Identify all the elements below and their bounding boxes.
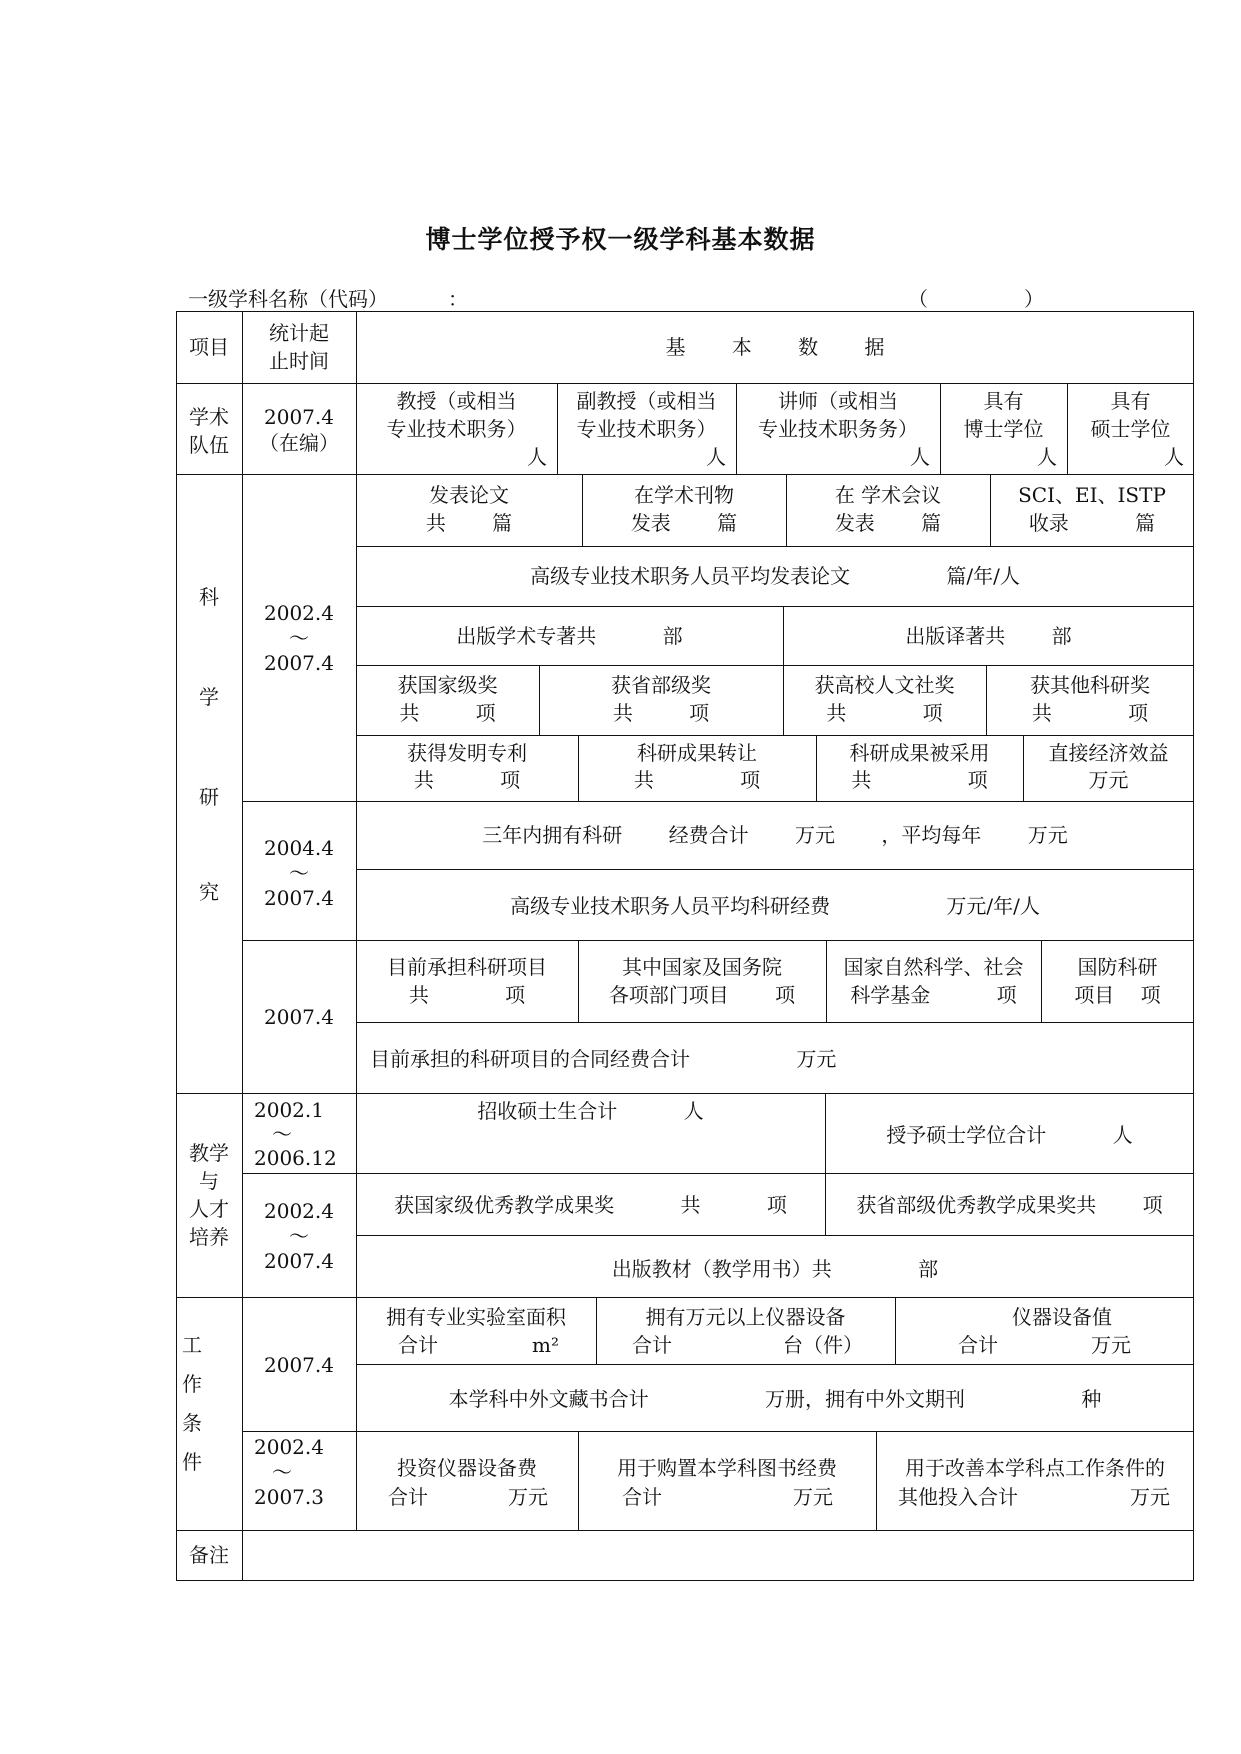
conditions-label-3: 条	[182, 1411, 202, 1435]
research-label-4: 究	[199, 880, 219, 904]
professor-l1: 教授（或相当	[396, 389, 517, 413]
research-period-line-1	[242, 801, 1194, 802]
papers-sci-l1: SCI、EI、ISTP	[1018, 483, 1166, 507]
invest-equipment-l1: 投资仪器设备费	[397, 1456, 537, 1480]
faculty-period-1: 2007.4	[264, 405, 334, 429]
header-item: 项目	[189, 335, 229, 359]
teaching-label-2: 与	[199, 1169, 219, 1193]
faculty-label-1: 学术	[189, 405, 229, 429]
teaching-period-b-2: ～	[289, 1224, 309, 1248]
avg-papers: 高级专业技术职务人员平均发表论文 篇/年/人	[530, 564, 1020, 588]
projects-nsf-l1: 国家自然科学、社会	[843, 955, 1024, 979]
equipment-value-unit: 万元	[1091, 1333, 1131, 1357]
table-border-top	[176, 311, 1194, 312]
professor-l2: 专业技术职务）	[386, 417, 527, 441]
conditions-period-line	[242, 1431, 1194, 1432]
award-national-l2: 共 项	[399, 701, 496, 725]
avg-funds: 高级专业技术职务人员平均科研经费 万元/年/人	[510, 894, 1040, 918]
teaching-award-line	[356, 1235, 1194, 1236]
conditions-label-1: 工	[182, 1333, 202, 1357]
row-line-research	[176, 1093, 1194, 1094]
conditions-period-b-3: 2007.3	[254, 1485, 324, 1509]
lab-area-l1: 拥有专业实验室面积	[386, 1305, 566, 1329]
equipment-unit: 台（件）	[783, 1333, 863, 1357]
papers-journal-l2: 发表 篇	[630, 511, 738, 535]
conditions-period-b-1: 2002.4	[254, 1435, 324, 1459]
remarks-field[interactable]	[243, 1531, 1193, 1580]
papers-journal-l1: 在学术刊物	[634, 483, 734, 507]
subject-name-label: 一级学科名称（代码）	[188, 287, 388, 311]
translation: 出版译著共 部	[905, 624, 1072, 648]
teaching-label-1: 教学	[189, 1141, 229, 1165]
contract-funds: 目前承担的科研项目的合同经费合计 万元	[370, 1047, 837, 1071]
table-border-left	[176, 311, 177, 1581]
conditions-label-4: 件	[182, 1450, 202, 1474]
remarks-label: 备注	[189, 1543, 229, 1567]
award-other-l2: 共 项	[1031, 701, 1149, 725]
national-teaching-award: 获国家级优秀教学成果奖 共 项	[394, 1193, 787, 1217]
faculty-period-2: （在编）	[259, 431, 339, 455]
lecturer-unit: 人	[910, 445, 930, 469]
award-other-l1: 获其他科研奖	[1030, 673, 1150, 697]
conditions-period-b-2: ～	[272, 1460, 292, 1484]
row-line-faculty	[176, 474, 1194, 475]
transfer-l2: 共 项	[633, 768, 761, 792]
projects-defense-l1: 国防科研	[1077, 955, 1158, 979]
research-period-b-3: 2007.4	[264, 886, 334, 910]
lab-area-unit: m²	[532, 1333, 559, 1357]
header-period-1: 统计起	[269, 321, 329, 345]
library-holdings: 本学科中外文藏书合计 万册，拥有中外文期刊 种	[448, 1387, 1102, 1411]
research-label-2: 学	[199, 685, 219, 709]
teaching-label-4: 培养	[189, 1225, 229, 1249]
equipment-value-l2: 合计	[958, 1333, 998, 1357]
invest-equipment-unit: 万元	[508, 1485, 548, 1509]
awards-row-line	[356, 735, 1194, 736]
research-label-3: 研	[199, 785, 219, 809]
textbooks: 出版教材（教学用书）共 部	[611, 1257, 939, 1281]
award-provincial-l2: 共 项	[612, 701, 710, 725]
teaching-label-3: 人才	[189, 1197, 229, 1221]
lecturer-l2: 专业技术职务务）	[758, 417, 918, 441]
projects-total-l1: 目前承担科研项目	[387, 955, 547, 979]
lab-row-line	[356, 1364, 1194, 1365]
conditions-label-2: 作	[182, 1372, 202, 1396]
adopted-l2: 共 项	[851, 768, 988, 792]
research-label-1: 科	[199, 585, 219, 609]
award-national-l1: 获国家级奖	[397, 673, 498, 697]
projects-national-l1: 其中国家及国务院	[622, 955, 782, 979]
data-table	[176, 311, 1194, 1581]
papers-sci-l2: 收录 篇	[1028, 511, 1156, 535]
header-period-2: 止时间	[269, 349, 329, 373]
papers-total-l1: 发表论文	[429, 483, 509, 507]
subject-code-paren-close: ）	[1024, 287, 1044, 311]
papers-conference-l1: 在 学术会议	[834, 483, 942, 507]
invest-other-l1: 用于改善本学科点工作条件的	[905, 1456, 1165, 1480]
benefit-l1: 直接经济效益	[1048, 741, 1169, 765]
invest-other-l2: 其他投入合计	[898, 1485, 1018, 1509]
teaching-period-a-2: ～	[272, 1122, 292, 1146]
funds-row-line	[356, 869, 1194, 870]
monograph: 出版学术专著共 部	[456, 624, 683, 648]
projects-row-line	[356, 1022, 1194, 1023]
research-period-c: 2007.4	[264, 1005, 334, 1029]
invest-equipment-l2: 合计	[388, 1485, 428, 1509]
invest-books-unit: 万元	[793, 1485, 833, 1509]
teaching-period-a-1: 2002.1	[254, 1098, 324, 1122]
header-basic-data: 基 本 数 据	[665, 335, 885, 359]
research-period-b-1: 2004.4	[264, 836, 334, 860]
master-holders-unit: 人	[1164, 445, 1184, 469]
adopted-l1: 科研成果被采用	[849, 741, 990, 765]
invest-books-l2: 合计	[622, 1485, 662, 1509]
subject-code-paren-open: （	[908, 287, 928, 311]
projects-national-l2: 各项部门项目 项	[608, 983, 796, 1007]
equipment-l2: 合计	[632, 1333, 672, 1357]
funds-3yr: 三年内拥有科研 经费合计 万元 ，平均每年 万元	[482, 823, 1068, 847]
papers-conference-l2: 发表 篇	[834, 511, 942, 535]
award-university-l2: 共 项	[826, 701, 943, 725]
teaching-period-a-3: 2006.12	[254, 1146, 337, 1170]
master-holders-l1: 具有	[1110, 389, 1151, 413]
teaching-period-b-1: 2002.4	[264, 1199, 334, 1223]
teaching-period-b-3: 2007.4	[264, 1249, 334, 1273]
table-border-bottom	[176, 1580, 1194, 1581]
assoc-professor-l1: 副教授（或相当	[576, 389, 717, 413]
teaching-period-line	[242, 1173, 1194, 1174]
page-title: 博士学位授予权一级学科基本数据	[425, 225, 816, 254]
conditions-period-a: 2007.4	[264, 1353, 334, 1377]
patents-l1: 获得发明专利	[407, 741, 527, 765]
masters-degrees: 授予硕士学位合计 人	[886, 1123, 1133, 1147]
award-provincial-l1: 获省部级奖	[611, 673, 711, 697]
row-line-teaching	[176, 1297, 1194, 1298]
papers-row-line	[356, 546, 1194, 547]
lab-area-l2: 合计	[398, 1333, 438, 1357]
equipment-value-l1: 仪器设备值	[1012, 1305, 1112, 1329]
projects-defense-l2: 项目 项	[1074, 983, 1161, 1007]
assoc-professor-l2: 专业技术职务）	[576, 417, 717, 441]
invest-books-l1: 用于购置本学科图书经费	[617, 1456, 837, 1480]
assoc-professor-unit: 人	[706, 445, 726, 469]
phd-holders-l2: 博士学位	[963, 417, 1044, 441]
transfer-l1: 科研成果转让	[637, 741, 757, 765]
lecturer-l1: 讲师（或相当	[778, 389, 898, 413]
avg-papers-row-line	[356, 606, 1194, 607]
benefit-l2: 万元	[1088, 768, 1129, 792]
research-period-a-3: 2007.4	[264, 651, 334, 675]
row-line-header	[176, 383, 1194, 384]
research-period-a-2: ～	[289, 626, 309, 650]
projects-total-l2: 共 项	[408, 983, 526, 1007]
invest-other-unit: 万元	[1130, 1485, 1170, 1509]
papers-total-l2: 共 篇	[425, 511, 513, 535]
research-period-a-1: 2002.4	[264, 601, 334, 625]
patents-l2: 共 项	[413, 768, 521, 792]
faculty-label-2: 队伍	[189, 433, 229, 457]
monograph-row-line	[356, 665, 1194, 666]
research-period-b-2: ～	[289, 861, 309, 885]
equipment-l1: 拥有万元以上仪器设备	[645, 1305, 846, 1329]
award-university-l1: 获高校人文社奖	[814, 673, 955, 697]
subject-colon: ：	[448, 287, 468, 311]
divider-col1	[242, 311, 243, 1581]
lab-divider-2	[895, 1297, 896, 1364]
phd-holders-l1: 具有	[983, 389, 1024, 413]
master-holders-l2: 硕士学位	[1090, 417, 1171, 441]
phd-holders-unit: 人	[1037, 445, 1057, 469]
enrolled-masters: 招收硕士生合计 人	[477, 1099, 704, 1123]
professor-unit: 人	[527, 445, 547, 469]
projects-nsf-l2: 科学基金 项	[850, 983, 1017, 1007]
research-period-line-2	[242, 940, 1194, 941]
provincial-teaching-award: 获省部级优秀教学成果奖共 项	[856, 1193, 1163, 1217]
